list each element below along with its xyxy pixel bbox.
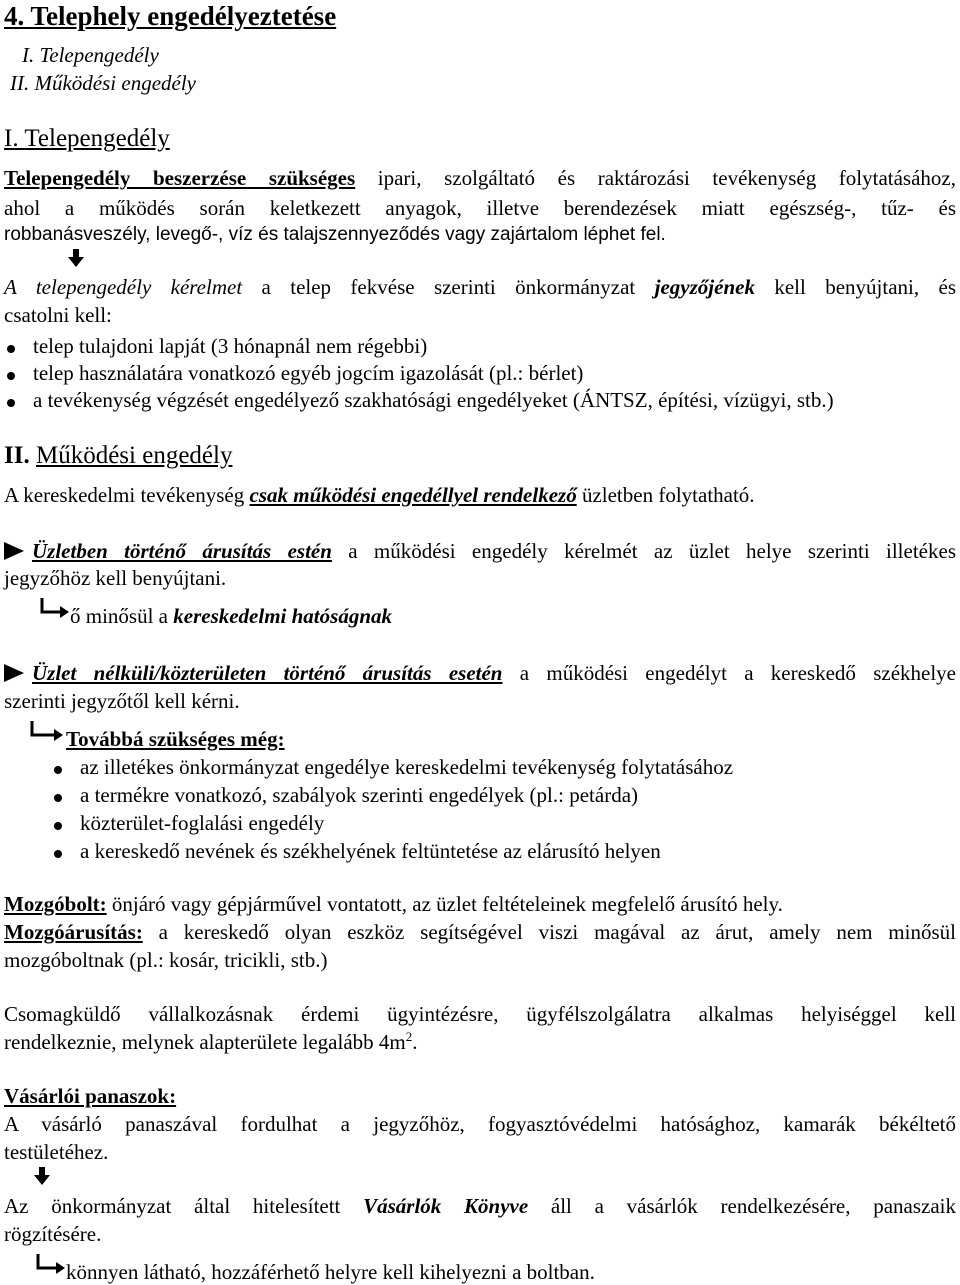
return-arrow-icon (30, 721, 64, 743)
mozgoarusitas-line2: mozgóboltnak (pl.: kosár, tricikli, stb.) (4, 948, 328, 972)
bullet-icon (7, 399, 15, 407)
shop-note: ő minősül a kereskedelmi hatóságnak (70, 604, 392, 628)
list-item: az illetékes önkormányzat engedélye kereskedelmi tevékenység folytatásához (80, 755, 734, 779)
list-item: a tevékenység végzését engedélyező szakhatósági engedélyeket (ÁNTSZ, építési, vízügyi, stb.) (33, 388, 834, 412)
bullet-icon (54, 766, 62, 774)
section1-heading: I. Telepengedély (4, 125, 170, 152)
complaints-line1: A vásárló panaszával fordulhat a jegyzőhöz, fogyasztóvédelmi hatósághoz, kamarák békéltető (4, 1112, 956, 1136)
bullet-icon (54, 850, 62, 858)
section2-intro: A kereskedelmi tevékenység csak működési engedéllyel rendelkező üzletben folytatható. (4, 483, 755, 507)
list-item: telep használatára vonatkozó egyéb jogcím igazolását (pl.: bérlet) (33, 361, 584, 385)
section2-heading: II. Működési engedély (4, 442, 233, 469)
book-line1: Az önkormányzat által hitelesített Vásárlók Könyve áll a vásárlók rendelkezésére, panaszaik (4, 1194, 956, 1218)
list-item: a termékre vonatkozó, szabályok szerinti engedélyek (pl.: petárda) (80, 783, 639, 807)
bullet-icon (54, 822, 62, 830)
bullet-icon (54, 794, 62, 802)
down-arrow-icon (68, 249, 84, 267)
section1-para-line1: Telepengedély beszerzése szükséges ipari, szolgáltató és raktározási tevékenység folytatásához, (4, 166, 956, 190)
section1-para-line2: ahol a működés során keletkezett anyagok, illetve berendezések miatt egészség-, tűz- és (4, 196, 956, 220)
page-title: 4. Telephely engedélyeztetése (4, 1, 337, 31)
more-heading: Továbbá szükséges még: (66, 727, 285, 751)
return-arrow-icon (40, 598, 70, 620)
complaints-line2: testületéhez. (4, 1140, 109, 1164)
street-line2: szerinti jegyzőtől kell kérni. (4, 689, 240, 713)
book-line2: rögzítésére. (4, 1222, 102, 1246)
list-item: közterület-foglalási engedély (80, 811, 325, 835)
right-triangle-icon (4, 542, 24, 560)
list-item: a kereskedő nevének és székhelyének feltüntetése az elárusító helyen (80, 839, 661, 863)
toc-item-2: II. Működési engedély (10, 71, 196, 95)
mozgoarusitas-line1: Mozgóárusítás: a kereskedő olyan eszköz segítségével viszi magával az árut, amely nem minősül (4, 920, 956, 944)
section1-para-line3: robbanásveszély, levegő-, víz és talajszennyeződés vagy zajártalom léphet fel. (4, 224, 666, 245)
street-line1: Üzlet nélküli/közterületen történő árusítás esetén a működési engedélyt a kereskedő székhelye (32, 661, 956, 685)
mozgobolt-line: Mozgóbolt: önjáró vagy gépjárművel vontatott, az üzlet feltételeinek megfelelő árusító hely. (4, 892, 783, 916)
toc-item-1: I. Telepengedély (22, 43, 159, 67)
list-item: telep tulajdoni lapját (3 hónapnál nem régebbi) (33, 334, 428, 358)
shop-line1: Üzletben történő árusítás estén a működési engedély kérelmét az üzlet helye szerinti illetékes (32, 539, 956, 563)
book-note: könnyen látható, hozzáférhető helyre kell kihelyezni a boltban. (66, 1260, 595, 1284)
request-line1: A telepengedély kérelmet a telep fekvése szerinti önkormányzat jegyzőjének kell benyújtani, és (4, 275, 956, 299)
down-arrow-icon (34, 1167, 50, 1185)
complaints-heading: Vásárlói panaszok: (4, 1084, 177, 1108)
bullet-icon (7, 345, 15, 353)
shop-line2: jegyzőhöz kell benyújtani. (4, 566, 227, 590)
bullet-icon (7, 372, 15, 380)
request-line2: csatolni kell: (4, 303, 112, 327)
right-triangle-icon (4, 664, 24, 682)
mail-order-line2: rendelkeznie, melynek alapterülete legalább $4m^2$. (4, 1029, 418, 1054)
mail-order-line1: Csomagküldő vállalkozásnak érdemi ügyintézésre, ügyfélszolgálatra alkalmas helyiséggel kell (4, 1002, 956, 1026)
return-arrow-icon (36, 1254, 66, 1276)
section1-lead: Telepengedély beszerzése szükséges (4, 166, 356, 190)
